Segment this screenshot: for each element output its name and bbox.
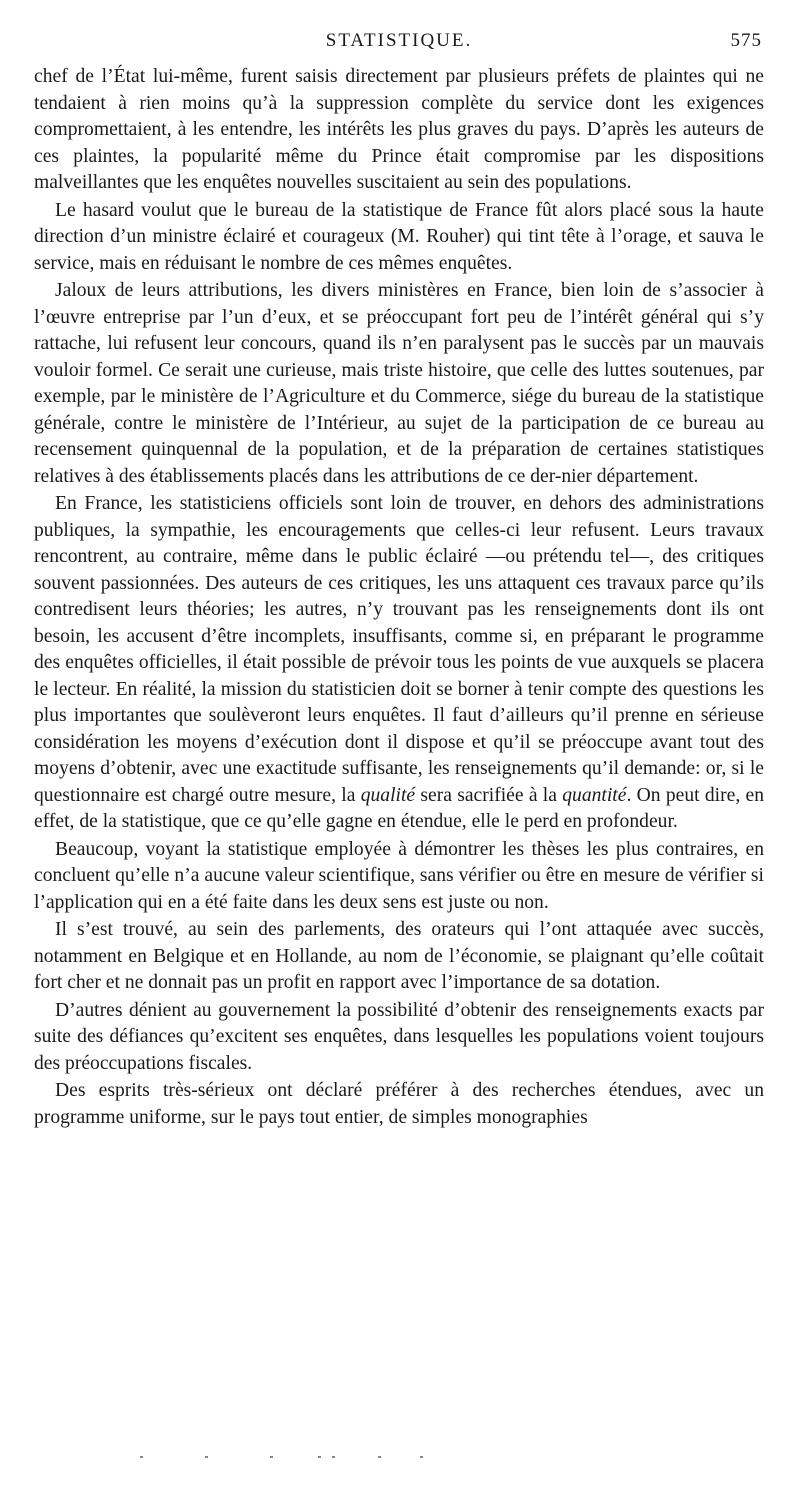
paragraph-text: . On peut dire, en effet, de la statistique, que ce qu’elle gagne en étendue, elle le perd en profondeur. <box>34 784 764 832</box>
scan-artifact-marks <box>120 1456 540 1462</box>
book-page <box>34 30 764 1131</box>
paragraph-text: chef de l’État lui-même, furent saisis directement par plusieurs préfets de plaintes qui ne tendaient à rien moins qu’à la suppression complète du service dont les exigences compromettaient, à les entendre, les intérêts les plus graves du pays. D’après les auteurs de ces plaintes, la popularité même du Prince était compromise par les dispositions malveillantes que les enquêtes nouvelles suscitaient au sein des populations. <box>34 66 764 193</box>
paragraph-text: Des esprits très-sérieux ont déclaré préférer à des recherches étendues, avec un programme uniforme, sur le pays tout entier, de simples monographies <box>34 1080 764 1128</box>
paragraph-text: Jaloux de leurs attributions, les divers ministères en France, bien loin de s’associer à l’œuvre entreprise par l’un d’eux, et se préoccupant fort peu de l’intérêt général qui s’y rattache, lui refusent leur concours, quand ils n’en paralysent pas le succès par un mauvais vouloir formel. Ce serait une curieuse, mais triste histoire, que celle des luttes soutenues, par exemple, par le ministère de l’Agriculture et du Commerce, siége du bureau de la statistique générale, contre le ministère de l’Intérieur, au sujet de la participation de ce bureau au recensement quinquennal de la population, et de la préparation de certaines statistiques relatives à des établissements placés dans les attributions de ce der-nier département. <box>34 280 764 487</box>
page-number: 575 <box>730 30 762 51</box>
paragraph-text: sera sacrifiée à la <box>415 784 563 806</box>
italic-text: quantité <box>562 784 627 806</box>
paragraph <box>34 837 764 917</box>
paragraph <box>34 998 764 1078</box>
italic-text: qualité <box>360 784 416 806</box>
paragraph <box>34 198 764 278</box>
paragraph-text: En France, les statisticiens officiels sont loin de trouver, en dehors des administrations publiques, la sympathie, les encouragements que celles-ci leur refusent. Leurs travaux rencontrent, au contraire, même dans le public éclairé —ou prétendu tel—, des critiques souvent passionnées. Des auteurs de ces critiques, les uns attaquent ces travaux parce qu’ils contredisent leurs théories; les autres, n’y trouvant pas les renseignements dont ils ont besoin, les accusent d’être incomplets, insuffisants, comme si, en préparant le programme des enquêtes officielles, il était possible de prévoir tous les points de vue auxquels se placera le lecteur. En réalité, la mission du statisticien doit se borner à tenir compte des questions les plus importantes que soulèveront leurs enquêtes. Il faut d’ailleurs qu’il prenne en sérieuse considération les moyens d’exécution dont il dispose et qu’il se préoccupe avant tout des moyens d’obtenir, avec une exactitude suffisante, les renseignements qu’il demande: or, si le questionnaire est chargé outre mesure, la <box>34 493 764 806</box>
body-text <box>34 64 764 1131</box>
paragraph-text: D’autres dénient au gouvernement la possibilité d’obtenir des renseignements exacts par suite des défiances qu’excitent ses enquêtes, dans lesquelles les populations voient toujours des préoccupations fiscales. <box>34 999 764 1074</box>
paragraph <box>34 278 764 490</box>
paragraph-text: Le hasard voulut que le bureau de la statistique de France fût alors placé sous la haute direction d’un ministre éclairé et courageux (M. Rouher) qui tint tête à l’orage, et sauva le service, mais en réduisant le nombre de ces mêmes enquêtes. <box>34 199 764 274</box>
paragraph <box>34 917 764 997</box>
running-title: STATISTIQUE. <box>325 30 473 51</box>
paragraph-text: Beaucoup, voyant la statistique employée à démontrer les thèses les plus contraires, en concluent qu’elle n’a aucune valeur scientifique, sans vérifier ou être en mesure de vérifier si l’application qui en a été faite dans les deux sens est juste ou non. <box>34 838 764 913</box>
running-head <box>34 30 764 54</box>
paragraph <box>34 1078 764 1131</box>
paragraph <box>34 491 764 836</box>
paragraph <box>34 64 764 197</box>
paragraph-text: Il s’est trouvé, au sein des parlements, des orateurs qui l’ont attaquée avec succès, notamment en Belgique et en Hollande, au nom de l’économie, se plaignant qu’elle coûtait fort cher et ne donnait pas un profit en rapport avec l’importance de sa dotation. <box>34 919 764 993</box>
